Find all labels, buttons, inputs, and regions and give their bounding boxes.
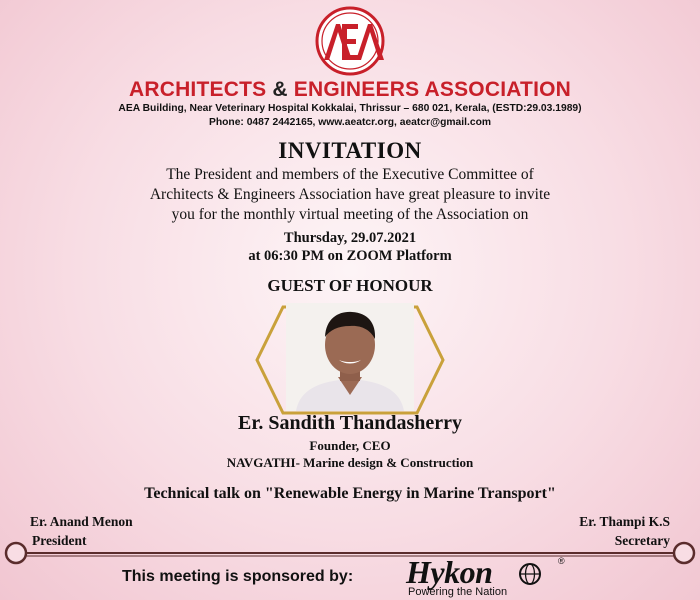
guest-organization: NAVGATHI- Marine design & Construction (226, 455, 474, 470)
president-role: President (32, 533, 87, 548)
guest-name: Er. Sandith Thandasherry (238, 412, 462, 434)
sponsor-text: This meeting is sponsored by: (122, 568, 354, 585)
invitation-intro (0, 165, 700, 225)
org-contact: Phone: 0487 2442165, www.aeatcr.org, aeatcr@gmail.com (208, 117, 492, 128)
president-name: Er. Anand Menon (30, 514, 133, 529)
guest-photo (286, 303, 414, 411)
meeting-time: at 06:30 PM on ZOOM Platform (248, 248, 452, 264)
invitation-title: INVITATION (278, 138, 422, 163)
registered-mark: ® (558, 556, 565, 566)
guest-role: Founder, CEO (309, 438, 391, 453)
divider-rule (0, 540, 700, 566)
talk-title: Technical talk on "Renewable Energy in Marine Transport" (144, 485, 556, 502)
aea-logo (306, 6, 394, 76)
intro-line: you for the monthly virtual meeting of the Association on (171, 206, 529, 223)
meeting-date: Thursday, 29.07.2021 (283, 230, 417, 246)
guest-heading: GUEST OF HONOUR (267, 276, 433, 295)
org-address: AEA Building, Near Veterinary Hospital Kokkalai, Thrissur – 680 021, Kerala, (ESTD:29.03.1989) (118, 103, 582, 114)
sponsor-brand: Hykon (406, 554, 493, 590)
org-name-amp: & (272, 78, 288, 101)
sponsor-tagline: Powering the Nation (408, 586, 508, 598)
meeting-datetime (0, 229, 700, 265)
org-name (0, 78, 700, 102)
intro-line: The President and members of the Executive Committee of (166, 166, 534, 183)
secretary-name: Er. Thampi K.S (579, 514, 670, 529)
intro-line: Architects & Engineers Association have great pleasure to invite (149, 186, 551, 203)
org-name-part1: ARCHITECTS (128, 78, 267, 101)
org-name-part2: ENGINEERS ASSOCIATION (293, 78, 572, 101)
portrait-icon (286, 303, 414, 411)
secretary-role: Secretary (614, 533, 670, 548)
